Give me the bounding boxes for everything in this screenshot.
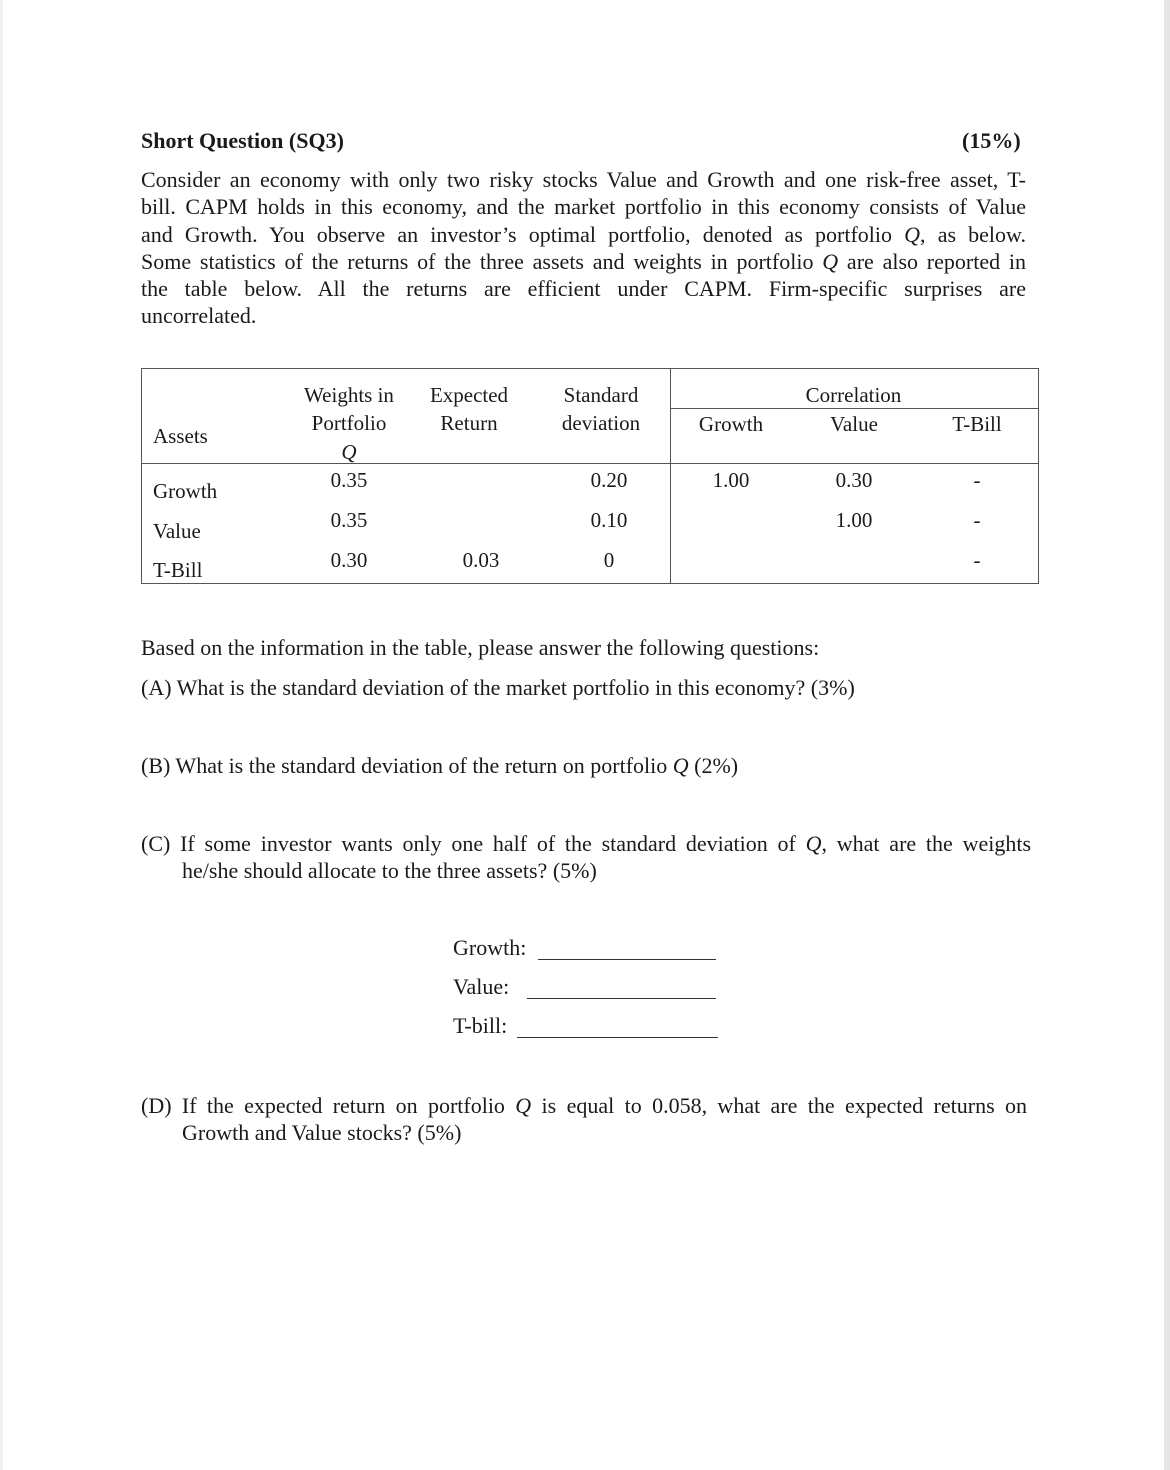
- questions-lead: Based on the information in the table, please answer the following questions:: [141, 635, 820, 660]
- question-title: Short Question (SQ3): [141, 128, 344, 153]
- intro-line-4: [141, 248, 1026, 275]
- question-b: [141, 753, 738, 779]
- row-growth-weight: 0.35: [330, 468, 368, 492]
- question-d-line2: Growth and Value stocks? (5%): [182, 1120, 462, 1145]
- header-correlation: Correlation: [805, 383, 902, 407]
- header-weights-line2: Portfolio: [311, 411, 387, 435]
- intro-line-2: bill. CAPM holds in this economy, and the market portfolio in this economy consists of Value: [141, 194, 1026, 220]
- header-expected-line1: Expected: [429, 383, 509, 407]
- row-tbill-expected: 0.03: [462, 548, 500, 572]
- header-std-line2: deviation: [561, 411, 641, 435]
- question-d: [141, 1092, 1027, 1146]
- intro-line-1: Consider an economy with only two risky stocks Value and Growth and one risk-free asset, T-: [141, 167, 1026, 192]
- question-d-text: (D) If the expected return on portfolio: [141, 1093, 516, 1118]
- question-d-line1: [141, 1092, 1027, 1119]
- header-corr-tbill: T-Bill: [952, 412, 1002, 436]
- row-value-weight: 0.35: [330, 508, 368, 532]
- question-marks: (15%): [962, 128, 1021, 153]
- question-d-post: is equal to 0.058, what are the expected returns on: [531, 1093, 1027, 1118]
- header-corr-growth: Growth: [698, 412, 764, 436]
- intro-line-3-tail: , as below.: [920, 221, 1026, 247]
- table-border-header-bottom: [141, 463, 1039, 464]
- intro-line-5: the table below. All the returns are efficient under CAPM. Firm-specific surprises are: [141, 276, 1026, 302]
- statistics-table: [141, 368, 1039, 584]
- row-tbill-std: 0: [603, 548, 615, 572]
- page-edge-right: [1164, 0, 1170, 1470]
- answer-blank-growth[interactable]: [538, 959, 716, 960]
- header-std-line1: Standard: [563, 383, 639, 407]
- intro-line-6: uncorrelated.: [141, 303, 257, 329]
- answer-label-tbill: T-bill:: [453, 1013, 508, 1038]
- row-value-std: 0.10: [590, 508, 628, 532]
- intro-paragraph: [141, 166, 1026, 330]
- question-b-post: (2%): [688, 753, 739, 778]
- intro-line-3-var: Q: [904, 221, 921, 247]
- row-growth-corr-value: 0.30: [835, 468, 873, 492]
- intro-line-4-tail: are also reported in: [838, 248, 1026, 274]
- row-growth-corr-growth: 1.00: [712, 468, 750, 492]
- intro-line-3-text: and Growth. You observe an investor’s optimal portfolio, denoted as portfolio: [141, 221, 905, 247]
- table-border-right: [1038, 368, 1039, 584]
- answer-label-value: Value:: [453, 974, 510, 999]
- intro-line-3: [141, 221, 1026, 248]
- intro-line-4-var: Q: [822, 248, 839, 274]
- row-value-corr-tbill: -: [973, 508, 981, 532]
- header-assets: Assets: [153, 424, 208, 448]
- question-c-line1: [141, 830, 1031, 857]
- row-tbill-weight: 0.30: [330, 548, 368, 572]
- answer-blank-value[interactable]: [527, 998, 716, 999]
- question-c-post: , what are the weights: [821, 831, 1032, 856]
- page-edge-left: [0, 0, 3, 1470]
- header-expected-line2: Return: [440, 411, 498, 435]
- question-d-var: Q: [515, 1093, 532, 1118]
- answer-label-growth: Growth:: [453, 935, 527, 960]
- table-border-top: [141, 368, 1039, 369]
- header-weights-line1: Weights in: [304, 383, 394, 407]
- question-c: [141, 830, 1031, 884]
- row-growth-corr-tbill: -: [973, 468, 981, 492]
- table-border-left: [141, 368, 142, 584]
- table-border-bottom: [141, 583, 1039, 584]
- question-b-text: (B) What is the standard deviation of the return on portfolio: [141, 753, 673, 778]
- question-c-text: (C) If some investor wants only one half of the standard deviation of: [141, 831, 806, 856]
- intro-line-4-text: Some statistics of the returns of the three assets and weights in portfolio: [141, 248, 823, 274]
- row-growth-asset: Growth: [153, 479, 218, 503]
- answer-blank-tbill[interactable]: [517, 1037, 718, 1038]
- question-c-var: Q: [805, 831, 822, 856]
- question-a: (A) What is the standard deviation of the market portfolio in this economy? (3%): [141, 675, 855, 700]
- row-tbill-corr-tbill: -: [973, 548, 981, 572]
- question-c-line2: he/she should allocate to the three assets? (5%): [182, 858, 597, 883]
- header-weights-line3: Q: [341, 440, 357, 464]
- question-b-var: Q: [672, 753, 689, 778]
- table-border-corr-left: [670, 368, 671, 584]
- header-corr-value: Value: [830, 412, 878, 436]
- row-value-corr-value: 1.00: [835, 508, 873, 532]
- table-border-corr-sub: [671, 408, 1039, 409]
- row-tbill-asset: T-Bill: [153, 558, 203, 582]
- row-value-asset: Value: [153, 519, 201, 543]
- row-growth-std: 0.20: [590, 468, 628, 492]
